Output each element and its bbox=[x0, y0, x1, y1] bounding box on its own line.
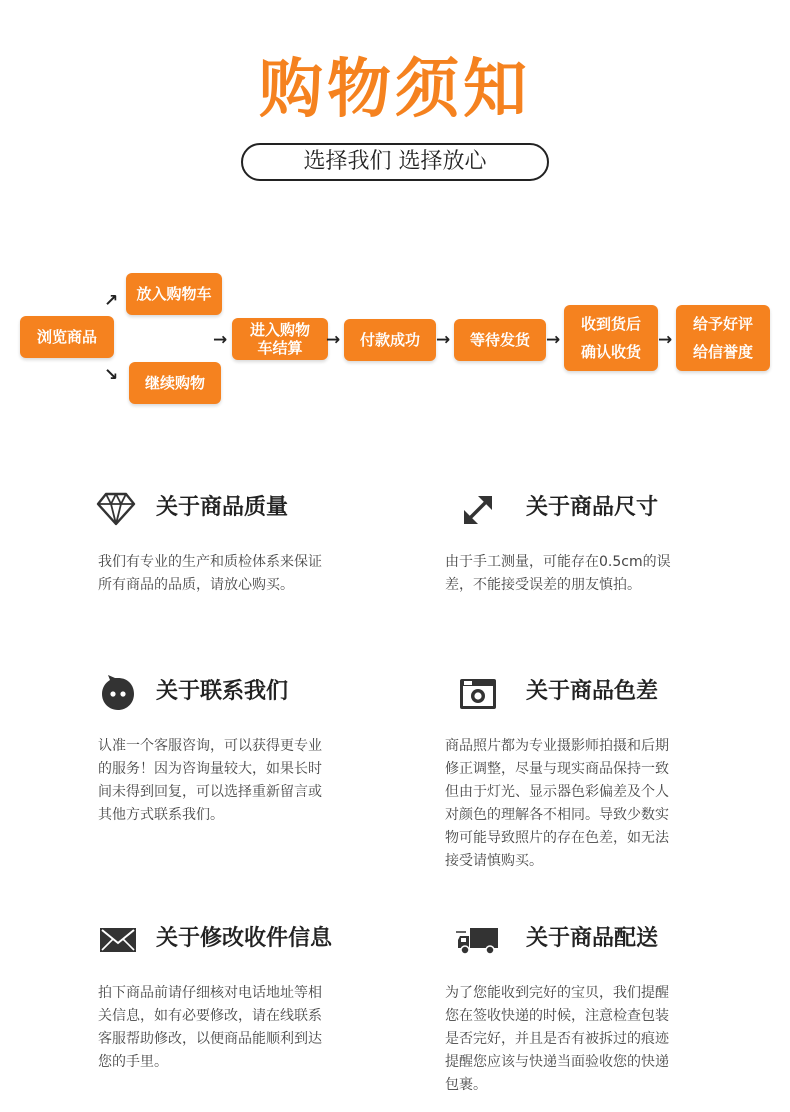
diamond-icon bbox=[96, 488, 136, 528]
quality-body: 我们有专业的生产和质检体系来保证 所有商品的品质，请放心购买。 bbox=[98, 554, 322, 593]
contact-title: 关于联系我们 bbox=[156, 679, 289, 704]
modify-body: 拍下商品前请仔细核对电话地址等相 关信息，如有必要修改，请在线联系 客服帮助修改，以便商品能顺利到达 您的手里。 bbox=[98, 985, 322, 1070]
arrow-down-right: ↘ bbox=[104, 365, 119, 385]
quality-title: 关于商品质量 bbox=[156, 495, 289, 520]
arrow-right-4: → bbox=[546, 330, 561, 350]
page-title: 购物须知 bbox=[259, 53, 531, 127]
size-title: 关于商品尺寸 bbox=[526, 495, 659, 520]
resize-arrows-icon bbox=[458, 490, 498, 530]
envelope-icon bbox=[98, 920, 138, 960]
step-positive-review: 给予好评 给信誉度 bbox=[676, 305, 770, 371]
contact-body: 认准一个客服咨询，可以获得更专业 的服务！因为咨询量较大，如果长时 间未得到回复，可以选择重新留言或 其他方式联系我们。 bbox=[98, 738, 322, 823]
camera-icon bbox=[458, 674, 498, 714]
modify-title: 关于修改收件信息 bbox=[156, 926, 333, 951]
delivery-truck-icon bbox=[456, 920, 500, 960]
color-title: 关于商品色差 bbox=[526, 679, 659, 704]
step-browse: 浏览商品 bbox=[20, 316, 114, 358]
step-pay-success: 付款成功 bbox=[344, 319, 436, 361]
step-wait-shipping: 等待发货 bbox=[454, 319, 546, 361]
step-checkout: 进入购物 车结算 bbox=[232, 318, 328, 360]
delivery-body: 为了您能收到完好的宝贝，我们提醒 您在签收快递的时候，注意检查包装 是否完好，并且是否有被拆过的痕迹 提醒您应该与快递当面验收您的快递 包裹。 bbox=[445, 985, 669, 1093]
step-confirm-receipt: 收到货后 确认收货 bbox=[564, 305, 658, 371]
arrow-right-2: → bbox=[326, 330, 341, 350]
size-body: 由于手工测量，可能存在0.5cm的误 差，不能接受误差的朋友慎拍。 bbox=[445, 554, 671, 593]
color-body: 商品照片都为专业摄影师拍摄和后期 修正调整，尽量与现实商品保持一致 但由于灯光、显示器色彩偏差及个人 对颜色的理解各不相同。导致少数实 物可能导致照片的存在色差，如无法 接受请慎购买。 bbox=[445, 738, 669, 869]
arrow-right-1: → bbox=[213, 330, 228, 350]
step-continue-shopping: 继续购物 bbox=[129, 362, 221, 404]
arrow-right-3: → bbox=[436, 330, 451, 350]
arrow-right-5: → bbox=[658, 330, 673, 350]
delivery-title: 关于商品配送 bbox=[526, 926, 659, 951]
chat-bubble-icon bbox=[98, 674, 138, 714]
step-add-cart: 放入购物车 bbox=[126, 273, 222, 315]
arrow-up-right: ↗ bbox=[104, 291, 119, 311]
page-subtitle: 选择我们 选择放心 bbox=[241, 143, 549, 181]
